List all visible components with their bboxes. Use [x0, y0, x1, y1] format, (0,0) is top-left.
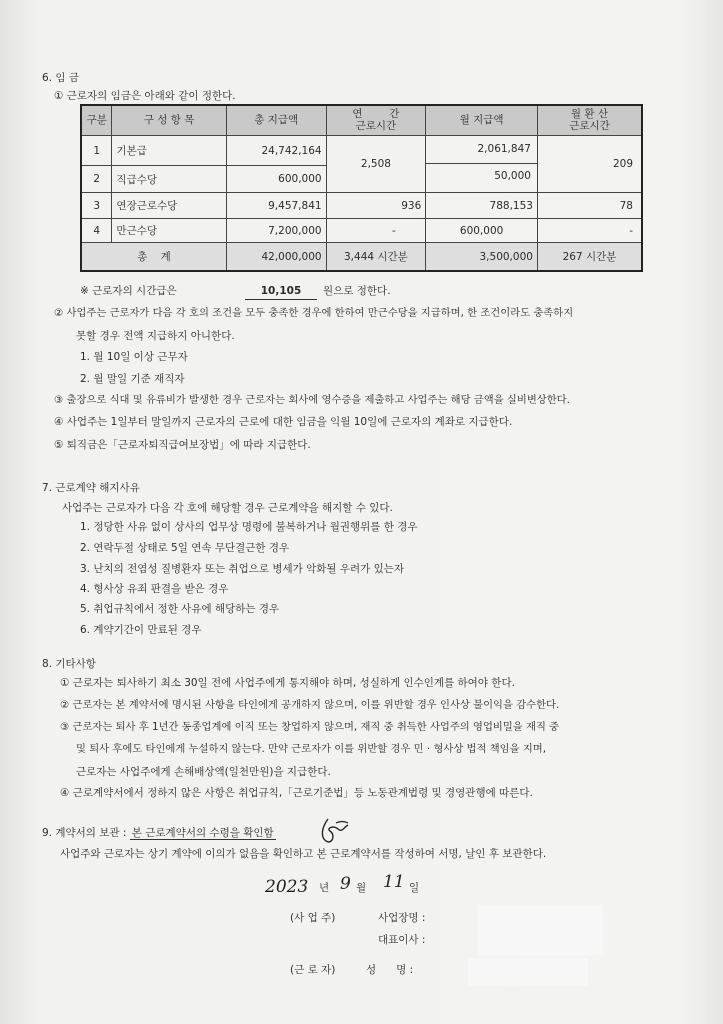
- date-month: 9: [340, 874, 351, 894]
- row3-annual: 936: [326, 193, 426, 219]
- sec6-intro: ① 근로자의 임금은 아래와 같이 정한다.: [54, 90, 236, 102]
- sec6-title: 6. 임 금: [42, 72, 79, 84]
- row1-total: 24,742,164: [226, 135, 326, 166]
- date-year: 2023: [265, 877, 309, 897]
- sec9-title: [42, 828, 276, 839]
- table-row: [81, 219, 642, 243]
- sec7-item4: 4. 형사상 유죄 판결을 받은 경우: [80, 583, 229, 595]
- row2-no: 2: [81, 166, 112, 193]
- row3-total: 9,457,841: [226, 193, 326, 219]
- hourly-suffix: 원으로 정한다.: [323, 285, 391, 297]
- date-day: 11: [383, 872, 405, 892]
- total-annual: 3,444 시간분: [326, 243, 426, 271]
- employer-label: (사 업 주): [290, 912, 336, 924]
- sec9-title-underlined: 본 근로계약서의 수령을 확인함: [131, 827, 274, 839]
- total-row: [81, 243, 642, 271]
- row2-monthly: 50,000: [494, 170, 531, 182]
- sec7-title: 7. 근로계약 해지사유: [42, 482, 140, 494]
- signature-mark: [314, 815, 356, 849]
- row12-annual: 2,508: [326, 135, 426, 192]
- hourly-prefix: ※ 근로자의 시간급은: [80, 285, 177, 297]
- sec7-item6: 6. 계약기간이 만료된 경우: [80, 624, 202, 636]
- row4-annual: -: [326, 219, 426, 243]
- header-annual-line2: 근로시간: [355, 120, 397, 133]
- row4-total: 7,200,000: [226, 219, 326, 243]
- row12-conv: 209: [537, 135, 642, 192]
- row1-monthly: 2,061,847: [426, 136, 537, 164]
- row4-item: 만근수당: [112, 219, 226, 243]
- sec7-item3: 3. 난치의 전염성 질병환자 또는 취업으로 병세가 악화될 우려가 있는자: [80, 563, 405, 575]
- sec6-p2b: 못할 경우 전액 지급하지 아니한다.: [76, 330, 235, 342]
- header-total: 총 지급액: [226, 105, 326, 135]
- row3-monthly: 788,153: [426, 193, 538, 219]
- sec8-title: 8. 기타사항: [42, 658, 96, 670]
- row1-no: 1: [81, 135, 112, 166]
- sec9-body: 사업주와 근로자는 상기 계약에 이의가 없음을 확인하고 본 근로계약서를 작성하여 서명, 날인 후 보관한다.: [60, 848, 547, 860]
- row3-no: 3: [81, 193, 112, 219]
- header-conv: [537, 105, 642, 135]
- table-row: [81, 135, 642, 166]
- row2-total: 600,000: [226, 166, 326, 193]
- header-conv-line1: 월 환 산: [570, 108, 609, 121]
- sec6-p2-item2: 2. 월 말일 기준 재직자: [80, 373, 185, 385]
- row12-monthly: [426, 135, 538, 192]
- total-conv: 267 시간분: [537, 243, 642, 271]
- header-item: 구 성 항 목: [112, 105, 226, 135]
- date-year-unit: 년: [319, 882, 330, 894]
- redacted-employee-name: [468, 958, 588, 986]
- row3-conv: 78: [537, 193, 642, 219]
- redacted-employer-info: [478, 905, 603, 955]
- name-label: 성 명 :: [366, 964, 414, 976]
- sec7-intro: 사업주는 근로자가 다음 각 호에 해당할 경우 근로계약을 해지할 수 있다.: [62, 502, 393, 514]
- sec9-title-prefix: 9. 계약서의 보관 :: [42, 827, 127, 839]
- sec8-p1: ① 근로자는 퇴사하기 최소 30일 전에 사업주에게 통지해야 하며, 성실하게 인수인계를 하여야 한다.: [60, 677, 515, 689]
- sec6-p4: ④ 사업주는 1일부터 말일까지 근로자의 근로에 대한 임금을 익월 10일에 근로자의 계좌로 지급한다.: [54, 416, 513, 428]
- row4-no: 4: [81, 219, 112, 243]
- wage-table: [80, 104, 643, 272]
- row4-monthly: 600,000: [426, 219, 538, 243]
- row4-conv: -: [537, 219, 642, 243]
- date-day-unit: 일: [409, 882, 420, 894]
- wage-table-header: [81, 105, 642, 135]
- date-month-unit: 월: [356, 882, 367, 894]
- company-label: 사업장명 :: [378, 912, 426, 924]
- sec7-item2: 2. 연락두절 상태로 5일 연속 무단결근한 경우: [80, 542, 290, 554]
- sec6-p2-item1: 1. 월 10일 이상 근무자: [80, 351, 188, 363]
- header-no: 구분: [81, 105, 112, 135]
- sec6-p2a: ② 사업주는 근로자가 다음 각 호의 조건을 모두 충족한 경우에 한하여 만근수당을 지급하며, 한 조건이라도 충족하지: [54, 307, 574, 319]
- row1-item: 기본급: [112, 135, 226, 166]
- sec7-item1: 1. 정당한 사유 없이 상사의 업무상 명령에 불복하거나 월권행위를 한 경우: [80, 521, 418, 533]
- header-conv-line2: 근로시간: [569, 120, 610, 133]
- hourly-value: 10,105: [260, 285, 302, 297]
- employee-label: (근 로 자): [290, 964, 336, 976]
- sec8-p3b: 및 퇴사 후에도 타인에게 누설하지 않는다. 만약 근로자가 이를 위반할 경우 민 · 형사상 법적 책임을 지며,: [76, 743, 547, 755]
- sec8-p4: ④ 근로계약서에서 정하지 않은 사항은 취업규칙,「근로기준법」등 노동관계법령 및 경영관행에 따른다.: [60, 787, 533, 799]
- rep-label: 대표이사 :: [378, 934, 426, 946]
- header-annual-line1: 연 간: [352, 108, 400, 121]
- total-monthly: 3,500,000: [426, 243, 538, 271]
- row2-item: 직급수당: [112, 166, 226, 193]
- sec7-item5: 5. 취업규칙에서 정한 사유에 해당하는 경우: [80, 603, 280, 615]
- total-total: 42,000,000: [226, 243, 326, 271]
- table-row: [81, 193, 642, 219]
- sec6-p3: ③ 출장으로 식대 및 유류비가 발생한 경우 근로자는 회사에 영수증을 제출하고 사업주는 해당 금액을 실비변상한다.: [54, 394, 570, 406]
- header-annual: [326, 105, 426, 135]
- header-monthly: 월 지급액: [426, 105, 538, 135]
- hourly-underline: [245, 299, 317, 300]
- sec6-p5: ⑤ 퇴직금은「근로자퇴직급여보장법」에 따라 지급한다.: [54, 439, 311, 451]
- total-label: 총 계: [81, 243, 226, 271]
- sec8-p2: ② 근로자는 본 계약서에 명시된 사항을 타인에게 공개하지 않으며, 이를 위반할 경우 인사상 불이익을 감수한다.: [60, 699, 560, 711]
- sec8-p3a: ③ 근로자는 퇴사 후 1년간 동종업계에 이직 또는 창업하지 않으며, 재직 중 취득한 사업주의 영업비밀을 재직 중: [60, 721, 560, 733]
- row3-item: 연장근로수당: [112, 193, 226, 219]
- sec8-p3c: 근로자는 사업주에게 손해배상액(일천만원)을 지급한다.: [76, 766, 331, 778]
